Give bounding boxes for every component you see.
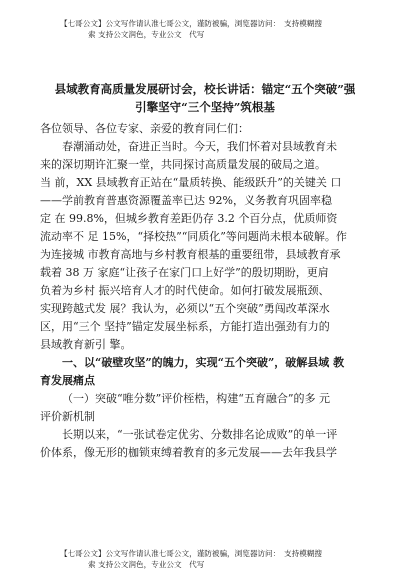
watermark-banner-bottom <box>60 548 360 570</box>
paragraph-line: 来的深切期许汇聚一堂，共同探讨高质量发展的破局之道。 <box>40 158 326 171</box>
banner-bottom-line1: 【七哥公文】公文写作请认准七哥公文，谨防被骗，浏览器访问： 支持模糊搜 <box>60 549 322 558</box>
title-line-1: 县域教育高质量发展研讨会，校长讲话：锚定“五个突破”强 <box>54 82 356 96</box>
paragraph-line: 县域教育新引 擎。 <box>40 338 132 351</box>
title-line-2: 引擎坚守“三个坚持”筑根基 <box>135 100 275 114</box>
banner-top-line1: 【七哥公文】公文写作请认准七哥公文，谨防被骗，浏览器访问： 支持模糊搜 <box>60 19 322 28</box>
salutation: 各位领导、各位专家、亲爱的教育同仁们： <box>40 122 249 135</box>
document-title <box>40 78 370 114</box>
document-body <box>40 120 370 462</box>
paragraph-line: ——学前教育普惠资源覆盖率已达 92%，义务教育巩固率稳 <box>40 194 332 207</box>
subsection-heading-line-2: 评价新机制 <box>40 410 95 423</box>
paragraph-line: 实现跨越式发 展？我认为，必须以“五个突破”勇闯改革深水 <box>40 302 330 315</box>
watermark-banner-top <box>60 18 360 40</box>
banner-top-line2: 索 支持公文润色，专业公文 代写 <box>88 30 205 39</box>
paragraph-line: 载着 38 万 家庭“让孩子在家门口上好学”的殷切期盼，更肩 <box>40 266 329 279</box>
paragraph-line: 流动率不 足 15%，“择校热”“同质化”等问题尚未根本破解。作 <box>40 230 347 243</box>
paragraph-line: 长期以来，“一张试卷定优劣、分数排名论成败”的单一评 <box>62 428 338 441</box>
paragraph-line: 定 在 99.8%，但城乡教育差距仍存 3.2 个百分点，优质师资 <box>40 212 338 225</box>
paragraph-line: 价体系，像无形的枷锁束缚着教育的多元发展——去年我县学 <box>40 446 337 459</box>
paragraph-line: 当 前，XX 县域教育正站在“量质转换、能级跃升”的关键关 口 <box>40 176 342 189</box>
section-heading-line-1: 一、以“破壁攻坚”的魄力，实现“五个突破”，破解县域 教 <box>62 356 345 369</box>
paragraph-line: 负着为乡村 振兴培育人才的时代使命。如何打破发展瓶颈、 <box>40 284 330 297</box>
section-heading-line-2: 育发展痛点 <box>40 374 95 387</box>
paragraph-line: 为连接城 市教育高地与乡村教育根基的重要纽带，县域教育承 <box>40 248 341 261</box>
subsection-heading-line-1: （一）突破“唯分数”评价桎梏，构建“五育融合”的多 元 <box>62 392 330 405</box>
paragraph-line: 区，用“三个 坚持”锚定发展坐标系，方能打造出强劲有力的 <box>40 320 330 333</box>
banner-bottom-line2: 索 支持公文润色，专业公文 代写 <box>88 560 205 569</box>
paragraph-line: 春潮涌动处，奋进正当时。今天，我们怀着对县域教育未 <box>62 140 337 153</box>
